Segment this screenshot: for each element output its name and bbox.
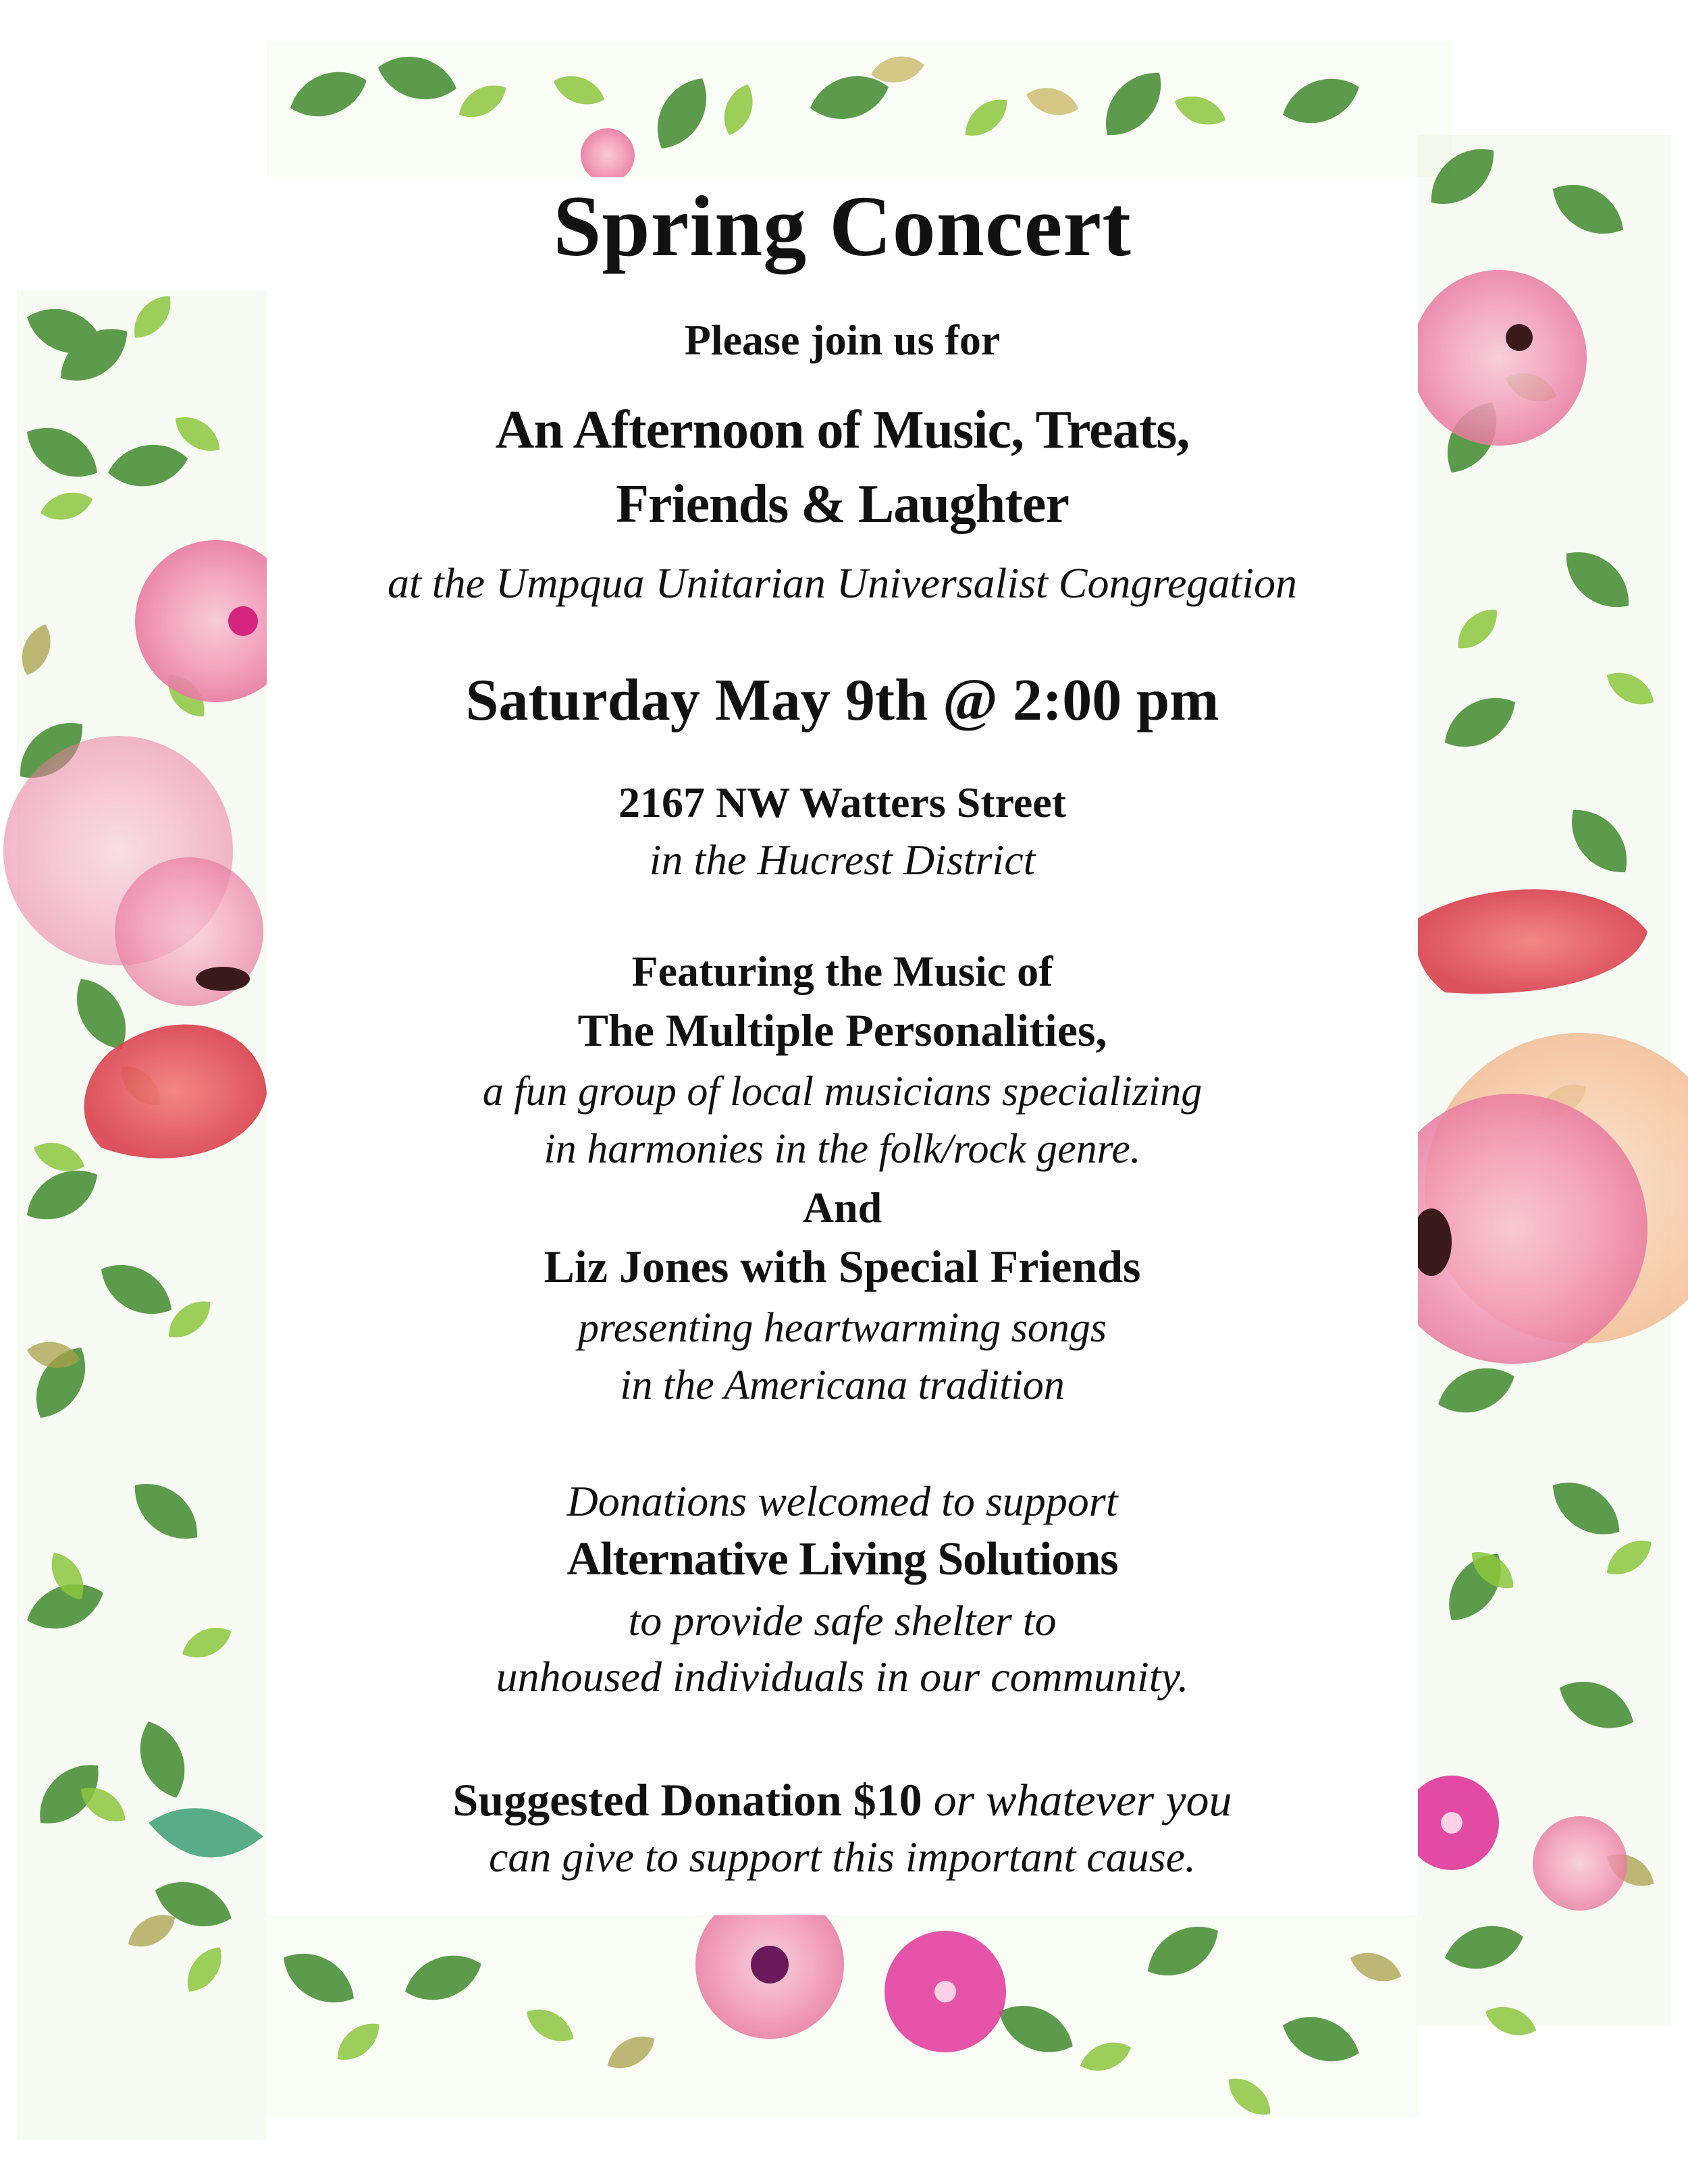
act2-name: Liz Jones with Special Friends [544,1241,1141,1292]
act2-description-line-1: presenting heartwarming songs [577,1305,1107,1351]
invite-line: Please join us for [684,316,1001,364]
charity-name: Alternative Living Solutions [566,1533,1118,1585]
suggested-donation-line-2: can give to support this important cause. [488,1833,1196,1881]
act2-description-line-2: in the Americana tradition [620,1362,1065,1408]
left-foliage [3,288,297,2140]
bottom-foliage [267,1890,1418,2124]
venue-line: at the Umpqua Unitarian Universalist Congregation [388,559,1297,607]
charity-description-line-2: unhoused individuals in our community. [496,1653,1189,1701]
headline-line-2: Friends & Laughter [616,475,1069,534]
featuring-line: Featuring the Music of [631,947,1053,995]
right-foliage [1377,135,1688,2042]
and-separator: And [802,1183,882,1231]
act1-description-line-2: in harmonies in the folk/rock genre. [544,1126,1141,1172]
suggested-donation-line [267,1774,1418,1827]
suggested-donation-amount: Suggested Donation $10 [452,1774,922,1826]
donations-intro: Donations welcomed to support [566,1477,1118,1525]
act1-name: The Multiple Personalities, [577,1005,1107,1056]
event-title: Spring Concert [553,178,1132,274]
event-address: 2167 NW Watters Street [618,778,1066,826]
act1-description-line-1: a fun group of local musicians specializing [482,1069,1203,1115]
top-foliage [267,41,1452,182]
event-datetime: Saturday May 9th @ 2:00 pm [465,668,1219,733]
event-district: in the Hucrest District [649,836,1036,884]
headline-line-1: An Afternoon of Music, Treats, [495,400,1190,460]
content-panel [267,177,1418,1915]
charity-description-line-1: to provide safe shelter to [628,1597,1057,1645]
suggested-donation-alt: or whatever you [922,1774,1232,1826]
